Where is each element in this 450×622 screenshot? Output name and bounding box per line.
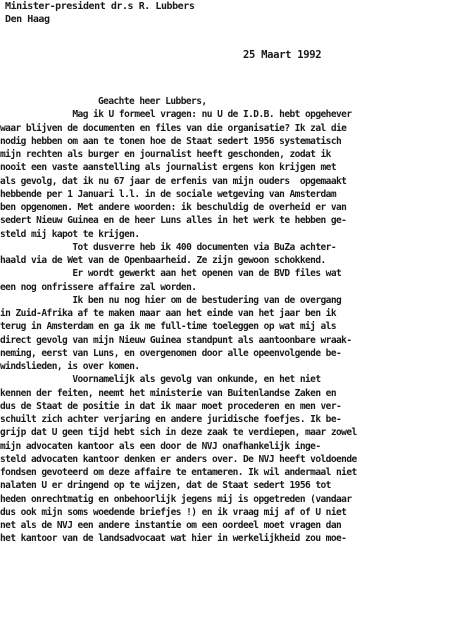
addressee-line: Den Haag (5, 14, 50, 26)
body-line: ben opgenomen. Met andere woorden: ik beschuldig de overheid er van (0, 202, 347, 213)
body-line: fondsen gevoteerd om deze affaire te entameren. Ik wil andermaal niet (0, 467, 357, 478)
body-line: kennen der feiten, neemt het ministerie van Buitenlandse Zaken en (0, 387, 337, 399)
body-line: hebbende per 1 Januari l.l. in de sociale wetgeving van Amsterdam (0, 188, 337, 200)
body-line: haald via de Wet van de Openbaarheid. Ze zijn gewoon schokkend. (0, 255, 326, 266)
body-line: steld advocaten kantoor denken er anders over. De NVJ heeft voldoende (0, 453, 357, 465)
body-line: windslieden, is over komen. (0, 361, 140, 372)
addressee-block (5, 0, 194, 27)
body-line: dus ook mijn soms woedende briefjes !) en ik vraag mij af of U niet (0, 506, 347, 518)
body-line: Mag ik U formeel vragen: nu U de I.D.B. hebt opgehever (0, 109, 352, 121)
body-line: terug in Amsterdam en ga ik me full-time toeleggen op wat mij als (0, 321, 337, 333)
body-line: een nog onfrissere affaire zal worden. (0, 281, 197, 293)
body-line: in Zuid-Afrika af te maken maar aan het einde van het jaar ben ik (0, 308, 337, 319)
body-line: neming, eerst van Luns, en overgenomen door alle opeenvolgende be- (0, 347, 342, 359)
body-line: steld mij kapot te krijgen. (0, 228, 140, 240)
body-line: het kantoor van de landsadvocaat wat hier in werkelijkheid zou moe- (0, 533, 347, 545)
body-line: Er wordt gewerkt aan het openen van de BVD files wat (0, 268, 342, 280)
body-line: nalaten U er dringend op te wijzen, dat de Staat sedert 1956 tot (0, 480, 331, 492)
body-line: direct gevolg van mijn Nieuw Guinea standpunt als aantoonbare wraak- (0, 334, 352, 346)
body-line: waar blijven de documenten en files van die organisatie? Ik zal die (0, 122, 347, 134)
body-line: heden onrechtmatig en onbehoorlijk jegens mij is opgetreden (vandaar (0, 493, 352, 505)
body-line: Tot dusverre heb ik 400 documenten via BuZa achter- (0, 241, 337, 253)
letter-date: 25 Maart 1992 (243, 49, 322, 61)
body-line: dus de Staat de positie in dat ik maar moet procederen en men ver- (0, 400, 342, 412)
body-line: nodig hebben om aan te tonen hoe de Staat sedert 1956 systematisch (0, 135, 342, 147)
body-line: Ik ben nu nog hier om de bestudering van de overgang (0, 294, 342, 306)
body-line: schuilt zich achter verjaring en andere juridische foefjes. Ik be- (0, 414, 342, 425)
body-line: mijn rechten als burger en journalist heeft geschonden, zodat ik (0, 149, 331, 160)
body-line: net als de NVJ een andere instantie om een oordeel moet vragen dan (0, 520, 342, 531)
body-line: mijn advocaten kantoor als een door de NVJ onafhankelijk inge- (0, 440, 321, 452)
body-line: Voornamelijk als gevolg van onkunde, en het niet (0, 374, 321, 386)
salutation: Geachte heer Lubbers, (98, 96, 207, 107)
body-line: grijp dat U geen tijd hebt sich in deze zaak te verdiepen, maar zowel (0, 427, 357, 439)
addressee-line: Minister-president dr.s R. Lubbers (5, 1, 195, 12)
body-line: sedert Nieuw Guinea en de heer Luns alles in het werk te hebben ge- (0, 215, 347, 227)
letter-body (0, 95, 357, 546)
body-line: als gevolg, dat ik nu 67 jaar de erfenis van mijn ouders opgemaakt (0, 175, 347, 187)
body-line: nooit een vaste aanstelling als journalist ergens kon krijgen met (0, 162, 337, 174)
